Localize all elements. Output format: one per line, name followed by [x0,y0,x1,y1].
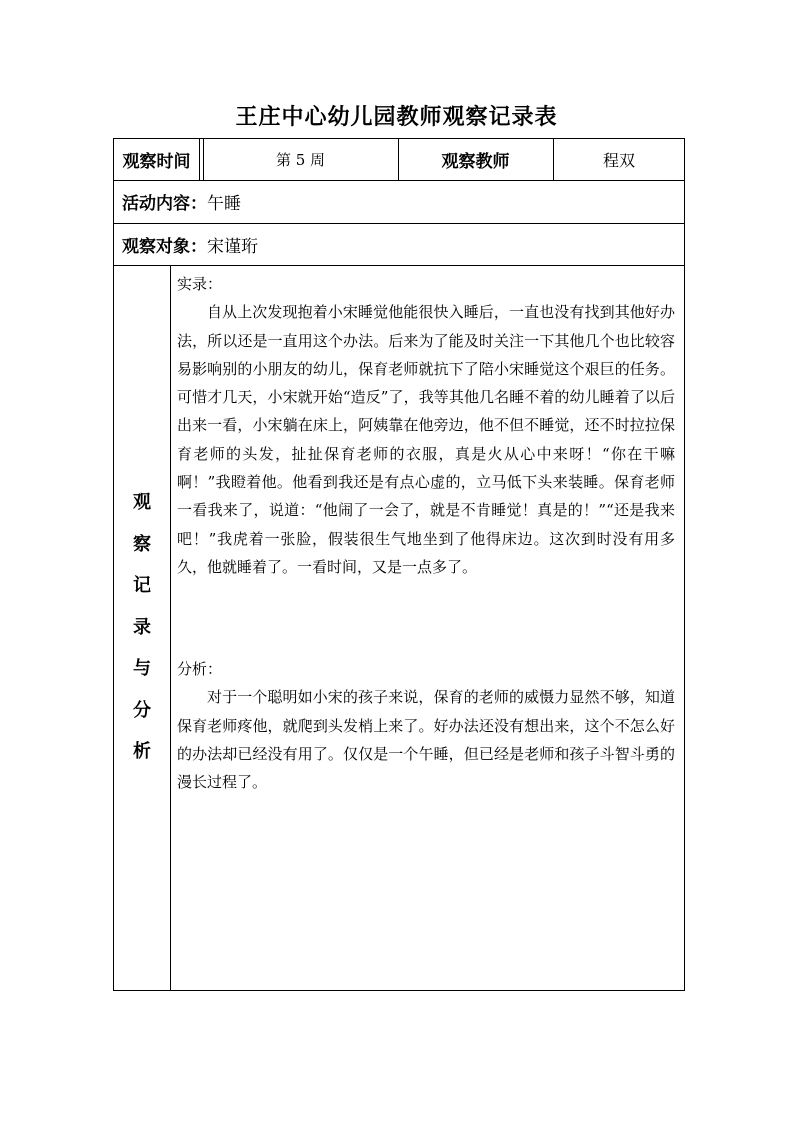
analysis-text: 对于一个聪明如小宋的孩子来说，保育的老师的威慑力显然不够，知道保育老师疼他，就爬到头发梢上来了。好办法还没有想出来，这个不怎么好的办法却已经没有用了。仅仅是一个午睡，但已经是老师和孩子斗智斗勇的漫长过程了。 [177,688,675,792]
side-label-char: 与 [133,658,151,679]
page-title: 王庄中心幼儿园教师观察记录表 [235,105,558,130]
activity-label: 活动内容： [122,194,207,214]
record-heading: 实录： [177,275,223,293]
record-text: 自从上次发现抱着小宋睡觉他能很快入睡后，一直也没有找到其他好办法，所以还是一直用这个办法。后来为了能及时关注一下其他几个也比较容易影响别的小朋友的幼儿，保育老师就抗下了陪小宋睡觉这个艰巨的任务。可惜才几天，小宋就开始“造反”了，我等其他几名睡不着的幼儿睡着了以后出来一看，小宋躺在床上，阿姨靠在他旁边，他不但不睡觉，还不时拉拉保育老师的头发，扯扯保育老师的衣服，真是火从心中来呀！“你在干嘛啊！”我瞪着他。他看到我还是有点心虚的，立马低下头来装睡。保育老师一看我来了，说道：“他闹了一会了，就是不肯睡觉！真是的！”“还是我来吧！”我虎着一张脸，假装很生气地坐到了他得床边。这次到时没有用多久，他就睡着了。一看时间，又是一点多了。 [177,303,675,576]
side-label-char: 分 [133,699,151,721]
time-value: 第 5 周 [275,150,326,169]
side-label-char: 察 [133,533,151,555]
side-label-char: 记 [133,575,151,596]
record-section [177,270,675,581]
time-label: 观察时间 [122,151,191,172]
subject-value: 宋谨珩 [207,236,258,257]
record-analysis-side-label [114,482,170,773]
teacher-label: 观察教师 [441,151,510,172]
activity-value: 午睡 [207,194,241,214]
side-label-char: 析 [133,741,151,762]
analysis-section [177,655,675,796]
side-label-char: 录 [133,616,151,638]
col-divider [170,265,171,991]
side-label-char: 观 [133,492,151,513]
row-divider [113,265,685,266]
teacher-value: 程双 [602,150,635,170]
subject-label: 观察对象： [122,236,207,257]
activity-row [122,180,682,223]
subject-row [122,223,682,265]
analysis-heading: 分析： [177,660,223,678]
